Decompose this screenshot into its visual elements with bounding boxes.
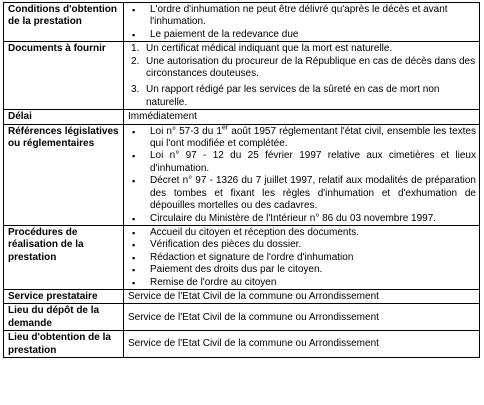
row-label: Lieu d'obtention de la prestation [4,331,124,358]
row-value: Immédiatement [124,110,480,124]
list-item: ▪ Vérification des pièces du dossier. [128,239,476,251]
item-number: 1. [131,43,140,55]
list-item: ▪ Rédaction et signature de l'ordre d'inhumation [128,252,476,264]
row-depot [4,304,480,331]
row-procedures [4,225,480,289]
row-label: Documents à fournir [4,42,124,110]
list-item: ▪ Décret n° 97 - 1326 du 7 juillet 1997, relatif aux modalités de préparation des tombes et fixant les règles d'inhumation et d'exhumation de dépouilles mortelles ou des cadavres. [128,175,476,212]
row-value: Service de l'Etat Civil de la commune ou Arrondissement [124,331,480,358]
row-content [124,3,480,42]
row-label: Conditions d'obtention de la prestation [4,3,124,42]
row-value: Service de l'Etat Civil de la commune ou Arrondissement [124,304,480,331]
list-item: ▪ L'ordre d'inhumation ne peut être délivré qu'après le décès et avant l'inhumation. [128,4,476,29]
list-item [128,56,476,81]
list-item: ▪ Loi n° 97 - 12 du 25 février 1997 relative aux cimetières et lieux d'inhumation. [128,150,476,175]
list-item [128,43,476,55]
item-text: Une autorisation du procureur de la République en cas de décès dans des circonstances douteuses. [146,55,476,80]
row-obtention [4,331,480,358]
row-documents [4,42,480,110]
row-label: Lieu du dépôt de la demande [4,304,124,331]
row-delai [4,110,480,124]
row-service [4,289,480,303]
row-label: Références législatives ou réglementaires [4,124,124,225]
service-info-table [3,2,480,358]
item-text: Un rapport rédigé par les services de la sûreté en cas de mort non naturelle. [146,84,440,108]
row-label: Procédures de réalisation de la prestation [4,225,124,289]
row-label: Délai [4,110,124,124]
list-item: ▪ Circulaire du Ministère de l'Intérieur n° 86 du 03 novembre 1997. [128,213,476,225]
ref-text: août 1957 réglementant l'état civil, ensemble les textes qui l'ont modifiée et complétée. [150,125,476,150]
list-item: ▪ Paiement des droits dus par le citoyen. [128,264,476,276]
item-number: 2. [131,55,140,67]
row-label: Service prestataire [4,289,124,303]
list-item [128,126,476,151]
row-content [124,225,480,289]
row-conditions [4,3,480,42]
list-item: ▪ Accueil du citoyen et réception des documents. [128,227,476,239]
list-item: ▪ Le paiement de la redevance due [128,29,476,41]
ref-superscript: er [221,124,229,132]
row-references [4,124,480,225]
list-item [128,84,476,109]
list-item: ▪ Remise de l'ordre au citoyen [128,277,476,289]
row-content [124,42,480,110]
row-content [124,124,480,225]
ref-text: Loi n° 57-3 du 1 [150,125,222,137]
item-text: Un certificat médical indiquant que la mort est naturelle. [146,43,393,55]
row-value: Service de l'Etat Civil de la commune ou Arrondissement [124,289,480,303]
item-number: 3. [131,84,140,96]
